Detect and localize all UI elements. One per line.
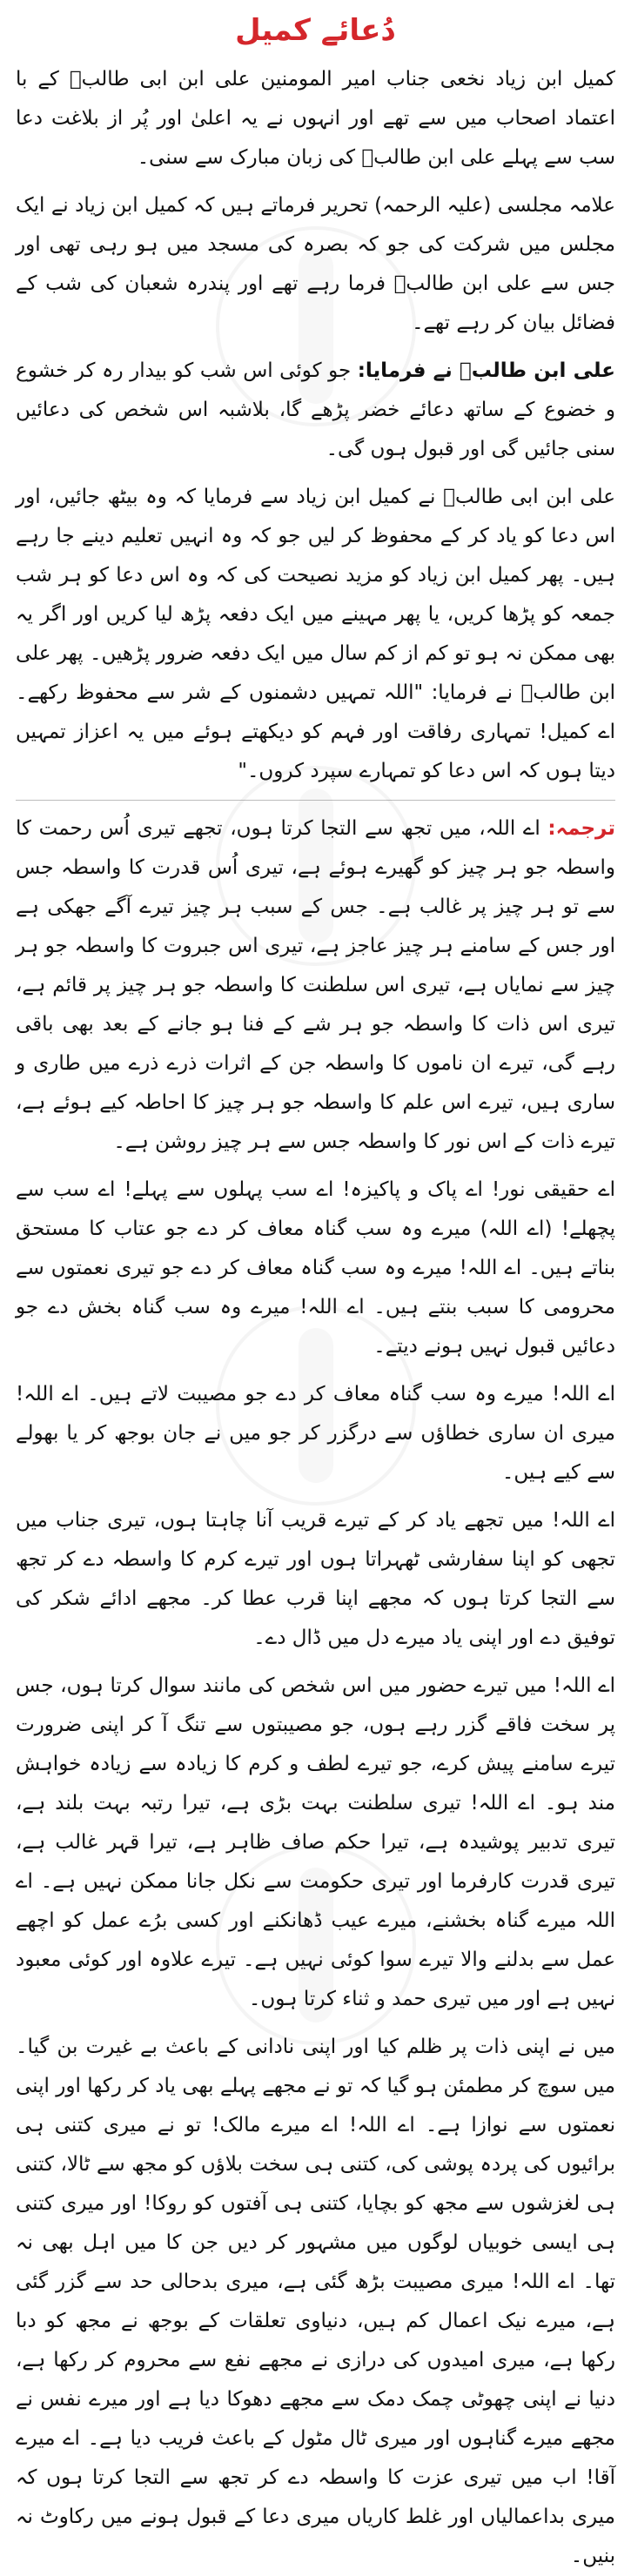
translation-label: ترجمہ: — [547, 817, 616, 840]
intro-paragraph-3-text: جو کوئی اس شب کو بیدار رہ کر خشوع و خضوع کے ساتھ دعائے خضر پڑھے گا، بلاشبہ اس شخص کی دعائیں سنی جائیں گی اور قبول ہوں گی۔ — [16, 359, 615, 460]
translation-paragraph-2: اے حقیقی نور! اے پاک و پاکیزہ! اے سب پہلوں سے پہلے! اے سب سے پچھلے! (اے اللہ) میرے وہ سب گناہ معاف کر دے جو عتاب کا مستحق بناتے ہیں۔ اے اللہ! میرے وہ سب گناہ معاف کر دے جو تیری نعمتوں سے محرومی کا سبب بنتے ہیں۔ اے اللہ! میرے وہ سب گناہ بخش دے جو دعائیں قبول نہیں ہونے دیتے۔ — [16, 1178, 615, 1358]
intro-paragraph-2: علامہ مجلسی (علیہ الرحمہ) تحریر فرماتے ہیں کہ کمیل ابن زیاد نے ایک مجلس میں شرکت کی جو کہ بصرہ کی مسجد میں ہو رہی تھی اور جس سے علی ابن طالبؑ فرما رہے تھے اور پندرہ شعبان کی شب کے فضائل بیان کر رہے تھے۔ — [16, 194, 615, 334]
section-divider — [16, 800, 615, 801]
quote-label: علی ابن طالبؑ نے فرمایا: — [357, 359, 616, 382]
translation-paragraph-3: اے اللہ! میرے وہ سب گناہ معاف کر دے جو مصیبت لاتے ہیں۔ اے اللہ! میری ان ساری خطاؤں سے درگزر کر جو میں نے جان بوجھ کر یا بھولے سے کیے ہیں۔ — [16, 1383, 615, 1484]
translation-paragraph-1 — [16, 809, 615, 1162]
translation-paragraph-6: میں نے اپنی ذات پر ظلم کیا اور اپنی نادانی کے باعث بے غیرت بن گیا۔ میں سوچ کر مطمئن ہو گیا کہ تو نے مجھے پہلے بھی یاد کر رکھا اور اپنی نعمتوں سے نوازا ہے۔ اے اللہ! اے میرے مالک! تو نے میری کتنی ہی برائیوں کی پردہ پوشی کی، کتنی ہی سخت بلاؤں کو مجھ سے ٹالا، کتنی ہی لغزشوں سے مجھ کو بچایا، کتنی ہی آفتوں کو روکا! اور میری کتنی ہی ایسی خوبیاں لوگوں میں مشہور کر دیں جن کا میں اہل بھی نہ تھا۔ اے اللہ! میری مصیبت بڑھ گئی ہے، میری بدحالی حد سے گزر گئی ہے، میرے نیک اعمال کم ہیں، دنیاوی تعلقات کے بوجھ نے مجھ کو دبا رکھا ہے، میری امیدوں کی درازی نے مجھے نفع سے محروم کر رکھا ہے، دنیا نے اپنی چھوٹی چمک دمک سے مجھے دھوکا دیا ہے اور میرے نفس نے مجھے میرے گناہوں اور میری ٹال مٹول کے باعث فریب دیا ہے۔ اے میرے آقا! اب میں تیری عزت کا واسطہ دے کر تجھ سے التجا کرتا ہوں کہ میری بداعمالیاں اور غلط کاریاں میری دعا کے قبول ہونے میں رکاوٹ نہ بنیں۔ — [16, 2036, 615, 2567]
translation-paragraph-5: اے اللہ! میں تیرے حضور میں اس شخص کی مانند سوال کرتا ہوں، جس پر سخت فاقے گزر رہے ہوں، جو مصیبتوں سے تنگ آ کر اپنی ضرورت تیرے سامنے پیش کرے، جو تیرے لطف و کرم کا زیادہ سے زیادہ خواہش مند ہو۔ اے اللہ! تیری سلطنت بہت بڑی ہے، تیرا رتبہ بہت بلند ہے، تیری تدبیر پوشیدہ ہے، تیرا حکم صاف ظاہر ہے، تیرا قہر غالب ہے، تیری قدرت کارفرما اور تیری حکومت سے نکل جانا ممکن نہیں ہے۔ اے اللہ میرے گناہ بخشنے، میرے عیب ڈھانکنے اور کسی برُے عمل کو اچھے عمل سے بدلنے والا تیرے سوا کوئی نہیں ہے۔ تیرے علاوہ اور کوئی معبود نہیں ہے اور میں تیری حمد و ثناء کرتا ہوں۔ — [16, 1674, 615, 2010]
intro-paragraph-3 — [16, 352, 615, 469]
intro-paragraph-1: کمیل ابن زیاد نخعی جناب امیر المومنین علی ابن ابی طالبؑ کے با اعتماد اصحاب میں سے تھے اور انہوں نے یہ اعلیٰ اور پُر از بلاغت دعا سب سے پہلے علی ابن طالبؑ کی زبان مبارک سے سنی۔ — [16, 68, 615, 169]
translation-paragraph-4: اے اللہ! میں تجھے یاد کر کے تیرے قریب آنا چاہتا ہوں، تیری جناب میں تجھی کو اپنا سفارشی ٹھہراتا ہوں اور تیرے کرم کا واسطہ دے کر تجھ سے التجا کرتا ہوں کہ مجھے اپنا قرب عطا کر۔ مجھے ادائے شکر کی توفیق دے اور اپنی یاد میرے دل میں ڈال دے۔ — [16, 1509, 615, 1649]
intro-paragraph-4: علی ابن ابی طالبؑ نے کمیل ابن زیاد سے فرمایا کہ وہ بیٹھ جائیں، اور اس دعا کو یاد کر کے محفوظ کر لیں جو کہ وہ انہیں تعلیم دینے جا رہے ہیں۔ پھر کمیل ابن زیاد کو مزید نصیحت کی کہ وہ اس دعا کو ہر شب جمعہ کو پڑھا کریں، یا پھر مہینے میں ایک دفعہ پڑھ لیا کریں اور اگر یہ بھی ممکن نہ ہو تو کم از کم سال میں ایک دفعہ ضرور پڑھیں۔ پھر علی ابن طالبؑ نے فرمایا: "اللہ تمہیں دشمنوں کے شر سے محفوظ رکھے۔ اے کمیل! تمہاری رفاقت اور فہم کو دیکھتے ہوئے میں یہ اعزاز تمہیں دیتا ہوں کہ اس دعا کو تمہارے سپرد کروں۔" — [16, 486, 615, 782]
translation-paragraph-1-text: اے اللہ، میں تجھ سے التجا کرتا ہوں، تجھے تیری اُس رحمت کا واسطہ جو ہر چیز کو گھیرے ہوئے ہے، تیری اُس قدرت کا واسطہ جس سے تو ہر چیز پر غالب ہے۔ جس کے سبب ہر چیز تیرے آگے جھکی ہے اور جس کے سامنے ہر چیز عاجز ہے، تیری اس جبروت کا واسطہ جو ہر چیز سے نمایاں ہے، تیری اس سلطنت کا واسطہ جو ہر چیز پر قائم ہے، تیری اس ذات کا واسطہ جو ہر شے کے فنا ہو جانے کے بعد بھی باقی رہے گی، تیرے ان ناموں کا واسطہ جن کے اثرات ذرے ذرے میں طاری و ساری ہیں، تیرے اس علم کا واسطہ جو ہر چیز کا احاطہ کیے ہوئے ہے، تیرے ذات کے اس نور کا واسطہ جس سے ہر چیز روشن ہے۔ — [16, 817, 615, 1153]
page-title: دُعائے کمیل — [235, 13, 396, 48]
